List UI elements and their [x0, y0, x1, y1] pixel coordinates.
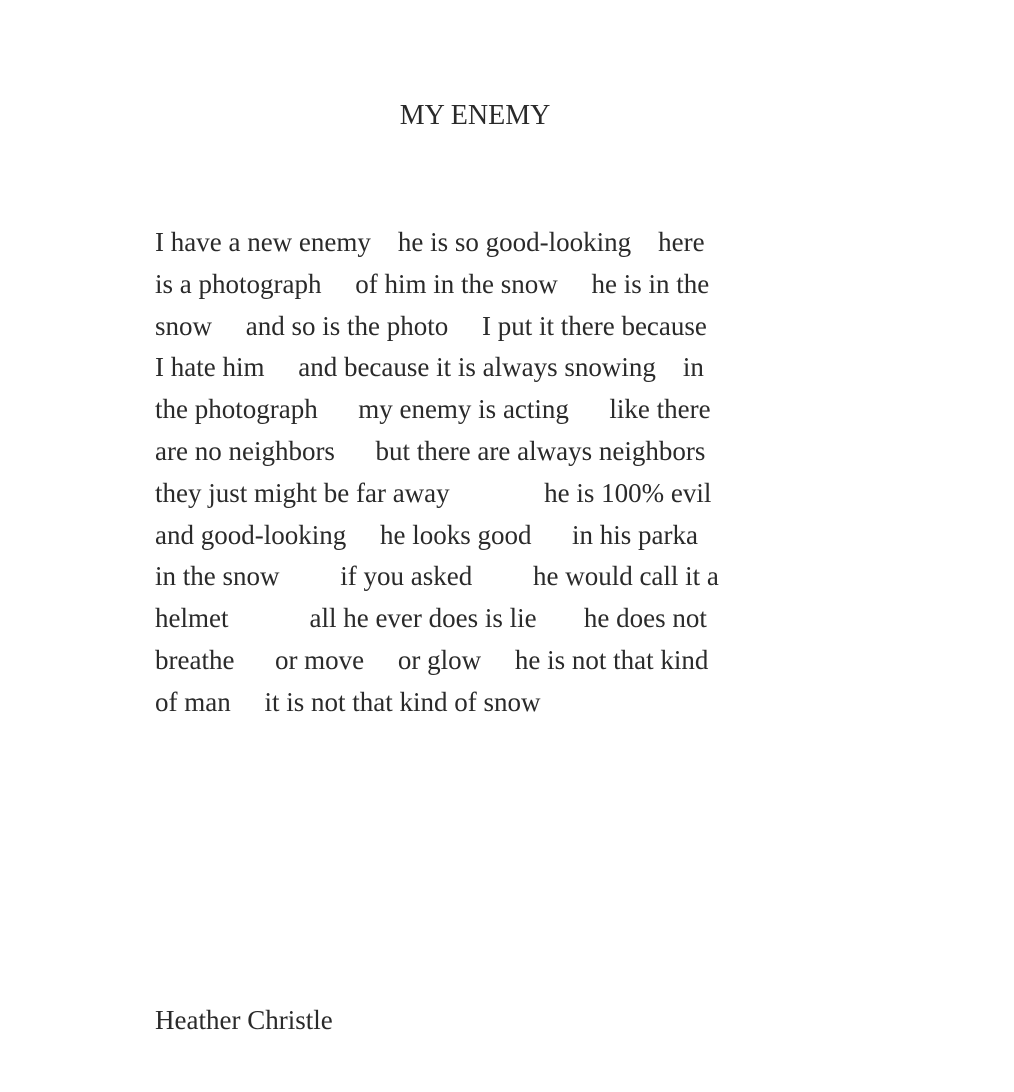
poem-line: breathe or move or glow he is not that kind [155, 644, 709, 675]
poem-line: in the snow if you asked he would call it a [155, 561, 719, 592]
poem-title: MY ENEMY [399, 100, 551, 131]
poem-line: the photograph my enemy is acting like there [155, 394, 711, 425]
poem-line: and good-looking he looks good in his parka [155, 519, 698, 550]
poem-line: is a photograph of him in the snow he is in the [155, 268, 710, 299]
poem-line: snow and so is the photo I put it there because [155, 310, 707, 341]
poem-body [155, 222, 719, 724]
poem-line: they just might be far away he is 100% evil [155, 477, 712, 508]
poem-line: of man it is not that kind of snow [155, 686, 541, 717]
author-name: Heather Christle [155, 1005, 333, 1035]
poem-line: I have a new enemy he is so good-looking here [155, 227, 705, 257]
poem-line: helmet all he ever does is lie he does not [155, 603, 707, 634]
poem-line: are no neighbors but there are always neighbors [155, 435, 706, 466]
poem-line: I hate him and because it is always snowing in [155, 352, 704, 383]
